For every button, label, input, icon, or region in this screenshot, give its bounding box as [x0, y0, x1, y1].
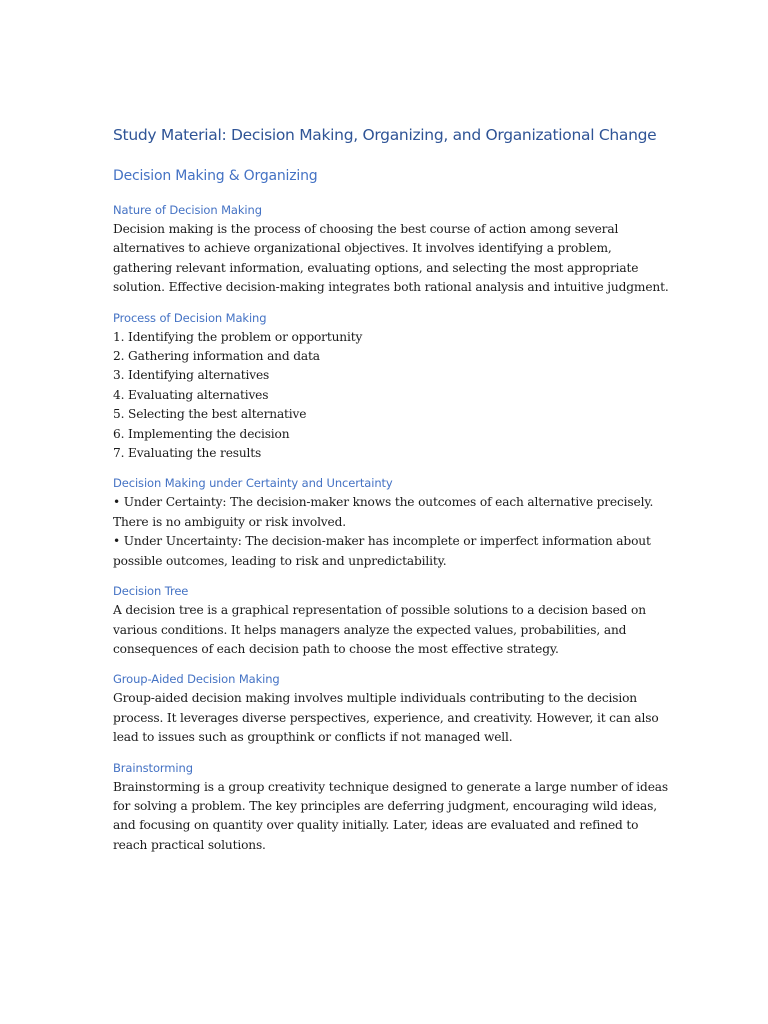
document-page	[113, 124, 669, 866]
text-line: Group-aided decision making involves multiple individuals contributing to the decision	[113, 691, 637, 706]
list-item: 3. Identifying alternatives	[113, 368, 270, 383]
text-line: reach practical solutions.	[113, 837, 266, 852]
text-line: consequences of each decision path to choose the most effective strategy.	[113, 641, 559, 656]
paragraph	[113, 778, 668, 856]
subsection-heading: Decision Tree	[113, 584, 189, 599]
subsection-heading: Nature of Decision Making	[113, 203, 262, 217]
bullet-list	[113, 493, 658, 571]
text-line: and focusing on quantity over quality initially. Later, ideas are evaluated and refined to	[113, 818, 639, 833]
section-process-of-decision-making	[113, 309, 658, 464]
text-line: various conditions. It helps managers analyze the expected values, probabilities, and	[113, 622, 627, 637]
subsection-heading: Process of Decision Making	[113, 310, 267, 325]
section-nature-of-decision-making	[113, 201, 669, 298]
section-heading: Decision Making & Organizing	[113, 168, 318, 184]
section-group-aided-decision-making	[113, 670, 658, 747]
text-line: for solving a problem. The key principles are deferring judgment, encouraging wild ideas,	[113, 798, 657, 813]
section-decision-tree	[113, 582, 658, 659]
subsection-heading: Decision Making under Certainty and Uncertainty	[113, 476, 393, 491]
document-title: Study Material: Decision Making, Organizing, and Organizational Change	[113, 126, 657, 144]
text-line: gathering relevant information, evaluating options, and selecting the most appropriate	[113, 260, 639, 275]
list-item: 7. Evaluating the results	[113, 446, 262, 461]
text-line: lead to issues such as groupthink or conflicts if not managed well.	[113, 730, 513, 745]
list-item: 6. Implementing the decision	[113, 426, 290, 441]
text-line: Decision making is the process of choosing the best course of action among several	[113, 222, 619, 236]
text-line: There is no ambiguity or risk involved.	[113, 514, 346, 529]
text-line: possible outcomes, leading to risk and unpredictability.	[113, 553, 447, 568]
section-certainty-uncertainty	[113, 474, 658, 571]
paragraph	[113, 220, 669, 298]
text-line: Brainstorming is a group creativity technique designed to generate a large number of ideas	[113, 779, 668, 794]
list-item: 2. Gathering information and data	[113, 349, 320, 364]
text-line: A decision tree is a graphical representation of possible solutions to a decision based on	[113, 603, 646, 618]
text-line: process. It leverages diverse perspectives, experience, and creativity. However, it can also	[113, 710, 659, 725]
subsection-heading: Brainstorming	[113, 760, 193, 775]
bullet-item: • Under Certainty: The decision-maker knows the outcomes of each alternative precisely.	[113, 495, 654, 510]
text-line: alternatives to achieve organizational objectives. It involves identifying a problem,	[113, 241, 612, 256]
section-brainstorming	[113, 759, 668, 856]
subsection-heading: Group-Aided Decision Making	[113, 672, 280, 687]
list-item: 4. Evaluating alternatives	[113, 387, 269, 402]
paragraph	[113, 601, 658, 659]
text-line: solution. Effective decision-making integrates both rational analysis and intuitive judgment.	[113, 280, 669, 295]
list-item: 1. Identifying the problem or opportunity	[113, 329, 363, 344]
paragraph	[113, 689, 658, 747]
numbered-list	[113, 328, 658, 464]
list-item: 5. Selecting the best alternative	[113, 407, 307, 422]
bullet-item: • Under Uncertainty: The decision-maker has incomplete or imperfect information about	[113, 534, 651, 549]
